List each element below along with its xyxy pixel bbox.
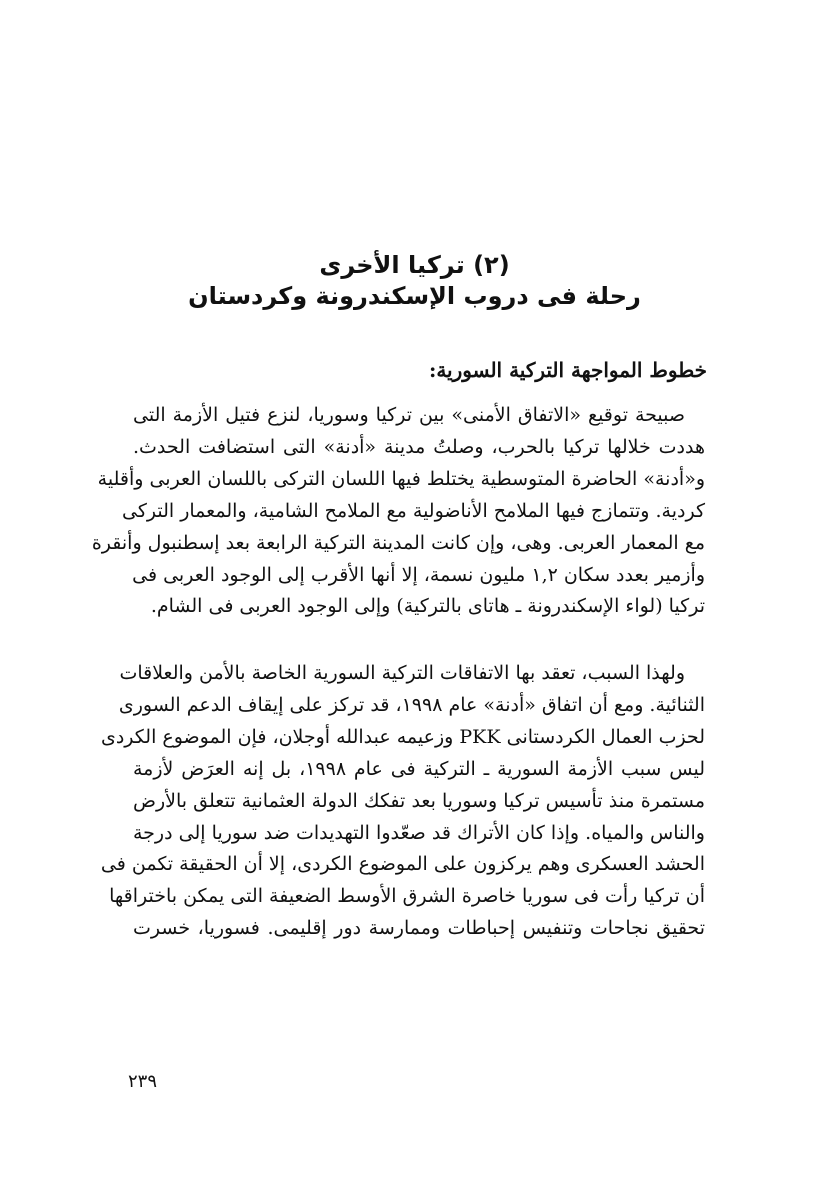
paragraph-line: مستمرة منذ تأسيس تركيا وسوريا بعد تفكك الدولة العثمانية تتعلق بالأرض xyxy=(133,789,705,812)
paragraph-line: وأزمير بعدد سكان ١,٢ مليون نسمة، إلا أنها الأقرب إلى الوجود العربى فى xyxy=(132,563,705,586)
paragraph-line: أن تركيا رأت فى سوريا خاصرة الشرق الأوسط الضعيفة التى يمكن باختراقها xyxy=(109,885,705,908)
paragraph-line: الثنائية. ومع أن اتفاق «أدنة» عام ١٩٩٨، قد تركز على إيقاف الدعم السورى xyxy=(118,693,705,716)
paragraph-line: الحشد العسكرى وهم يركزون على الموضوع الكردى، إلا أن الحقيقة تكمن فى xyxy=(100,853,705,876)
paragraph-line: و«أدنة» الحاضرة المتوسطية يختلط فيها اللسان التركى باللسان العربى وأقلية xyxy=(97,467,705,490)
paragraph-line: ليس سبب الأزمة السورية ـ التركية فى عام ١٩٩٨، بل إنه العرَض لأزمة xyxy=(133,757,705,780)
paragraph-line: والناس والمياه. وإذا كان الأتراك قد صعّدوا التهديدات ضد سوريا إلى درجة xyxy=(133,821,705,844)
paragraph-line: مع المعمار العربى. وهى، وإن كانت المدينة التركية الرابعة بعد إسطنبول وأنقرة xyxy=(91,531,705,554)
paragraph-line: صبيحة توقيع «الاتفاق الأمنى» بين تركيا وسوريا، لنزع فتيل الأزمة التى xyxy=(133,404,685,426)
paragraph-line: تحقيق نجاحات وتنفيس إحباطات وممارسة دور إقليمى. فسوريا، خسرت xyxy=(133,917,705,940)
section-heading: خطوط المواجهة التركية السورية: xyxy=(428,358,707,382)
chapter-title: (٢) تركيا الأخرى xyxy=(319,251,510,279)
paragraph-line: كردية. وتتمازج فيها الملامح الأناضولية مع الملامح الشامية، والمعمار التركى xyxy=(122,499,705,522)
paragraph-line: ولهذا السبب، تعقد بها الاتفاقات التركية السورية الخاصة بالأمن والعلاقات xyxy=(119,662,685,684)
paragraph-line: هددت خلالها تركيا بالحرب، وصلتُ مدينة «أدنة» التى استضافت الحدث. xyxy=(133,435,705,458)
paragraph-line: لحزب العمال الكردستانى PKK وزعيمه عبدالله أوجلان، فإن الموضوع الكردى xyxy=(100,725,705,748)
page-number: ٢٣٩ xyxy=(128,1071,158,1092)
paragraph-line: تركيا (لواء الإسكندرونة ـ هاتاى بالتركية) وإلى الوجود العربى فى الشام. xyxy=(150,595,705,618)
chapter-subtitle: رحلة فى دروب الإسكندرونة وكردستان xyxy=(188,282,641,310)
